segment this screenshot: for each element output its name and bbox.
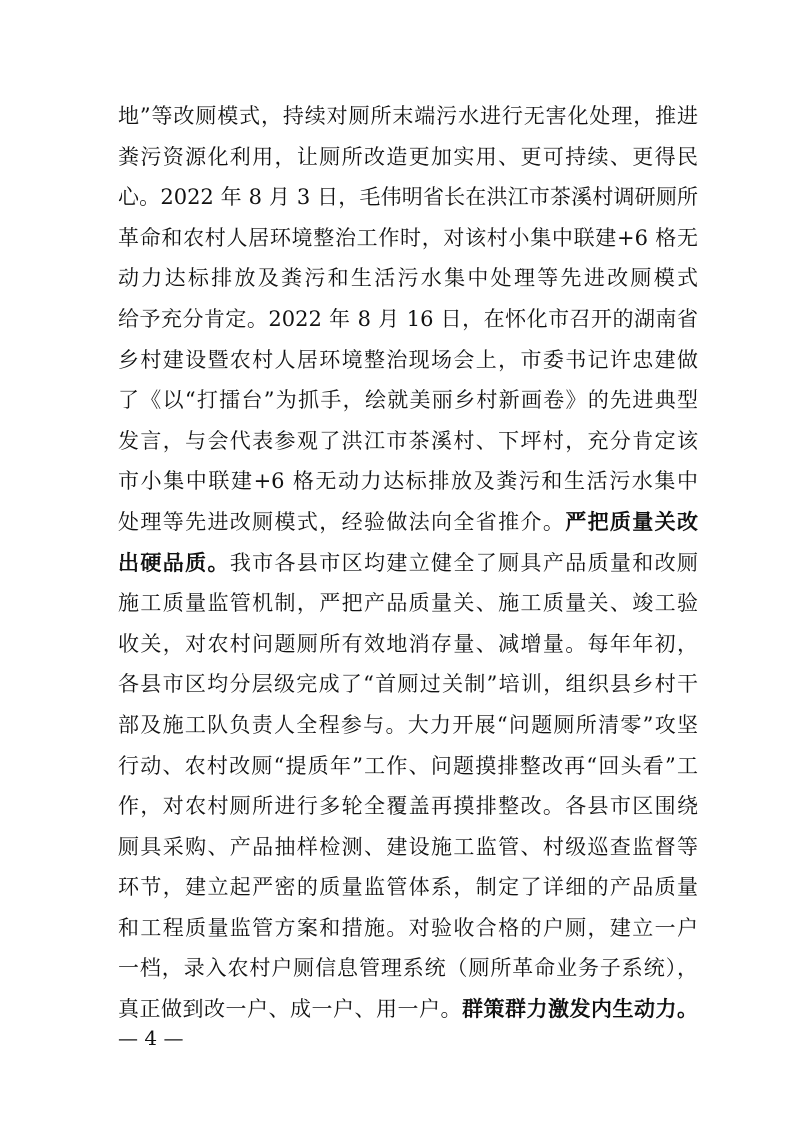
body-text: 各县市区均分层级完成了“首厕过关制”培训，组织县乡村干 (118, 672, 698, 697)
body-text: 和工程质量监管方案和措施。对验收合格的户厕，建立一户 (118, 915, 698, 940)
body-text: 收关，对农村问题厕所有效地消存量、减增量。每年年初， (118, 631, 698, 656)
text-line (118, 786, 698, 827)
body-text: 给予充分肯定。2022 年 8 月 16 日，在怀化市召开的湖南省 (118, 306, 698, 331)
text-line (118, 746, 698, 787)
text-line (118, 908, 698, 949)
text-line (118, 867, 698, 908)
text-line (118, 177, 698, 218)
text-line (118, 96, 698, 137)
text-line (118, 664, 698, 705)
body-text: 市小集中联建+6 格无动力达标排放及粪污和生活污水集中 (118, 469, 698, 494)
body-text: 行动、农村改厕“提质年”工作、问题摸排整改再“回头看”工 (118, 753, 698, 778)
body-text: 厕具采购、产品抽样检测、建设施工监管、村级巡查监督等 (118, 834, 698, 859)
text-line (118, 258, 698, 299)
bold-heading-text: 群策群力激发内生动力。 (462, 996, 698, 1022)
bold-heading-text: 严把质量关改 (565, 508, 699, 534)
page-number: — 4 — (118, 1026, 184, 1050)
body-text: 真正做到改一户、成一户、用一户。 (118, 997, 462, 1022)
body-text: 我市各县市区均建立健全了厕具产品质量和改厕 (229, 550, 699, 575)
body-text: 发言，与会代表参观了洪江市茶溪村、下坪村，充分肯定该 (118, 428, 698, 453)
body-text: 部及施工队负责人全程参与。大力开展“问题厕所清零”攻坚 (118, 712, 698, 737)
body-text: 心。2022 年 8 月 3 日，毛伟明省长在洪江市茶溪村调研厕所 (118, 185, 698, 210)
text-line (118, 583, 698, 624)
text-line (118, 624, 698, 665)
body-text: 粪污资源化利用，让厕所改造更加实用、更可持续、更得民 (118, 144, 698, 169)
body-text: 地”等改厕模式，持续对厕所末端污水进行无害化处理，推进 (118, 104, 698, 128)
body-text: 施工质量监管机制，严把产品质量关、施工质量关、竣工验 (118, 591, 698, 616)
text-line (118, 421, 698, 462)
text-line (118, 137, 698, 178)
text-line (118, 543, 698, 584)
text-line (118, 380, 698, 421)
body-text: 乡村建设暨农村人居环境整治现场会上，市委书记许忠建做 (118, 347, 698, 372)
body-text: 作，对农村厕所进行多轮全覆盖再摸排整改。各县市区围绕 (118, 794, 698, 819)
body-text: 一档，录入农村户厕信息管理系统（厕所革命业务子系统）， (118, 956, 698, 981)
body-text: 了《以“打擂台”为抓手，绘就美丽乡村新画卷》的先进典型 (118, 388, 698, 413)
bold-heading-text: 出硬品质。 (118, 549, 230, 575)
body-text: 革命和农村人居环境整治工作时，对该村小集中联建+6 格无 (118, 225, 698, 250)
text-line (118, 340, 698, 381)
text-line (118, 827, 698, 868)
text-line (118, 989, 698, 1030)
body-text: 处理等先进改厕模式，经验做法向全省推介。 (118, 509, 566, 534)
text-line (118, 705, 698, 746)
text-line (118, 502, 698, 543)
text-line (118, 948, 698, 989)
document-body (118, 96, 698, 1030)
text-line (118, 299, 698, 340)
body-text: 动力达标排放及粪污和生活污水集中处理等先进改厕模式 (118, 266, 698, 291)
body-text: 环节，建立起严密的质量监管体系，制定了详细的产品质量 (118, 875, 698, 900)
text-line (118, 218, 698, 259)
text-line (118, 461, 698, 502)
